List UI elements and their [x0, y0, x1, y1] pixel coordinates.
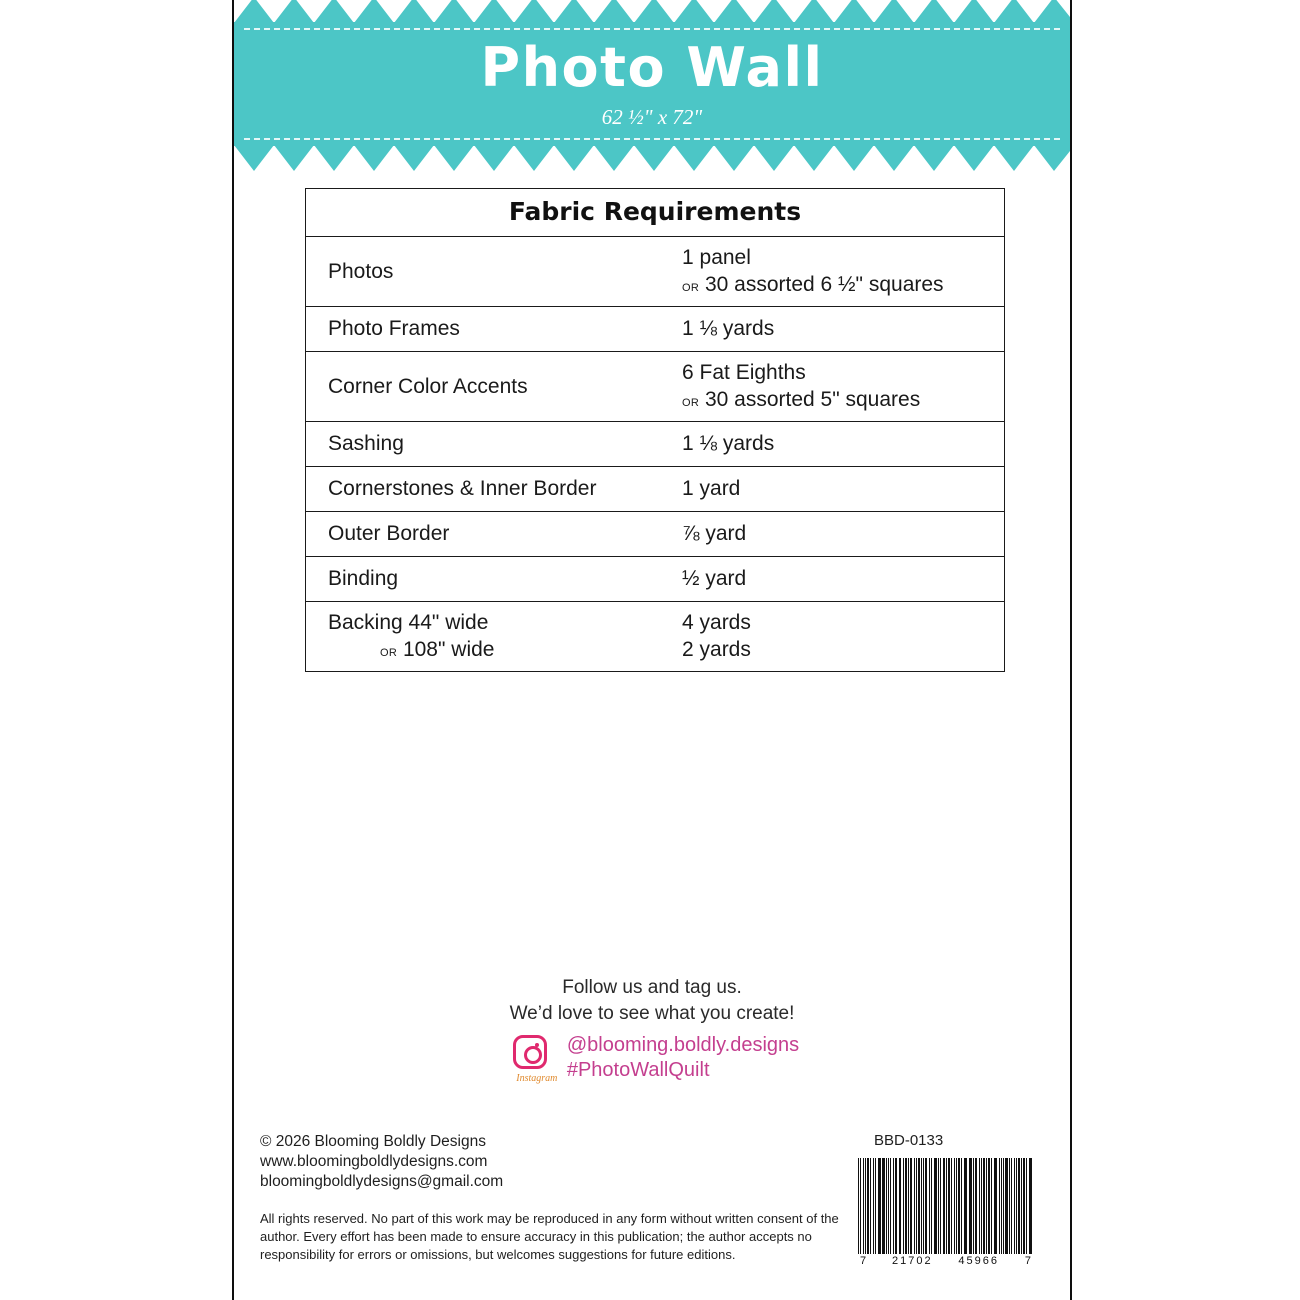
row-value: ½ yard: [682, 567, 747, 590]
barcode-right-digit: 7: [1024, 1255, 1031, 1267]
row-label: Cornerstones & Inner Border: [328, 477, 597, 500]
row-label-line1: Backing 44" wide: [328, 611, 489, 634]
barcode-group-2: 45966: [958, 1255, 999, 1267]
hashtag[interactable]: #PhotoWallQuilt: [566, 1059, 710, 1081]
dashed-line-top: [244, 28, 1060, 30]
zigzag-bottom-edge: [234, 145, 1070, 171]
legal-text: All rights reserved. No part of this work may be reproduced in any form without written consent of the author. Every effort has been made to ensure accuracy in this publication; the author accepts no responsibility for errors or omissions, but welcomes suggestions for future editions.: [260, 1211, 839, 1262]
barcode: [858, 1158, 1033, 1267]
instagram-handle[interactable]: @blooming.boldly.designs: [566, 1034, 800, 1056]
row-label: Outer Border: [328, 522, 450, 545]
fabric-requirements-table: [305, 188, 1005, 672]
row-label: Sashing: [328, 432, 404, 455]
zigzag-top-edge: [234, 0, 1070, 23]
row-value-line2: [682, 273, 1004, 297]
barcode-group-1: 21702: [891, 1255, 933, 1267]
or-label: or: [682, 278, 700, 295]
row-value: [674, 602, 1004, 671]
copyright-line: © 2026 Blooming Boldly Designs: [260, 1133, 486, 1150]
barcode-bars: [858, 1158, 1033, 1254]
social-line-2: We’d love to see what you create!: [509, 1003, 795, 1024]
row-value: 1 yard: [682, 477, 741, 500]
row-value: 1 ⅛ yards: [682, 317, 775, 340]
social-block: [234, 975, 1070, 1083]
row-value-line2: [682, 388, 1004, 412]
pattern-title: Photo Wall: [480, 36, 824, 99]
row-label: Photos: [328, 259, 394, 283]
row-value: 1 ⅛ yards: [682, 432, 775, 455]
or-label: or: [682, 393, 700, 410]
row-value: [674, 237, 1004, 306]
table-row: [306, 352, 1004, 422]
website-line[interactable]: www.bloomingboldlydesigns.com: [260, 1153, 488, 1170]
footer: [260, 1132, 860, 1264]
table-row: [306, 602, 1004, 671]
table-row: [306, 512, 1004, 557]
sku-code: BBD-0133: [874, 1132, 944, 1149]
instagram-icon-label: Instagram: [516, 1073, 558, 1084]
barcode-left-digit: 7: [860, 1255, 867, 1267]
row-label: Corner Color Accents: [328, 374, 528, 398]
barcode-digits: [858, 1255, 1033, 1267]
instagram-icon[interactable]: [513, 1035, 558, 1084]
table-row: [306, 422, 1004, 467]
table-row: [306, 557, 1004, 602]
row-value-line1: 4 yards: [682, 611, 751, 634]
social-handles: [505, 1033, 799, 1083]
row-label-line2: [328, 638, 674, 662]
row-label: Binding: [328, 567, 399, 590]
quilt-size: 62 ½" x 72": [601, 105, 703, 129]
dashed-line-bottom: [244, 138, 1060, 140]
table-row: [306, 467, 1004, 512]
social-line-1: Follow us and tag us.: [562, 977, 742, 998]
table-row: [306, 307, 1004, 352]
row-value-line1: 6 Fat Eighths: [682, 361, 806, 384]
row-label: Photo Frames: [328, 317, 460, 340]
row-value: ⅞ yard: [682, 522, 747, 545]
pattern-back-cover: [232, 0, 1072, 1300]
row-value-alt: 30 assorted 6 ½" squares: [704, 273, 944, 296]
row-value-alt: 30 assorted 5" squares: [704, 388, 921, 411]
email-line[interactable]: bloomingboldlydesigns@gmail.com: [260, 1173, 504, 1190]
table-row: [306, 237, 1004, 307]
table-title: Fabric Requirements: [306, 189, 1004, 237]
row-label: [306, 602, 674, 671]
or-label: or: [380, 643, 398, 660]
row-value: [674, 352, 1004, 421]
title-banner: [234, 22, 1070, 146]
row-value-line1: 1 panel: [682, 246, 751, 269]
row-value-line2: 2 yards: [682, 638, 751, 661]
row-label-alt: 108" wide: [402, 638, 495, 661]
